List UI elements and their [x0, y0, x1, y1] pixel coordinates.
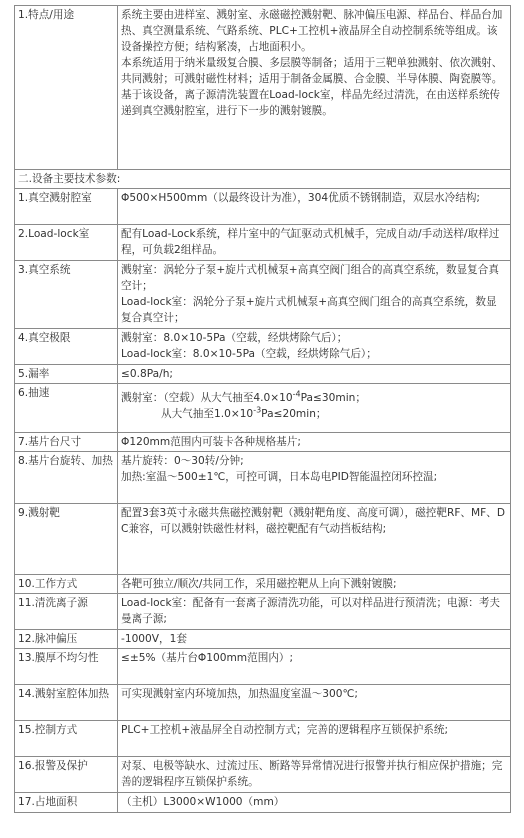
row-content: 各靶可独立/顺次/共同工作，采用磁控靶从上向下溅射镀膜; [118, 575, 511, 594]
row-content: ≤±5%（基片台Φ100mm范围内）; [118, 649, 511, 685]
row-label: 6.抽速 [15, 384, 118, 433]
row-content: 对泵、电极等缺水、过流过压、断路等异常情况进行报警并执行相应保护措施；完善的逻辑程序互锁保护系统。 [118, 757, 511, 793]
row-label: 16.报警及保护 [15, 757, 118, 793]
row-label: 12.脉冲偏压 [15, 630, 118, 649]
paragraph: 基于该设备，离子源清洗装置在Load-lock室，样品先经过清洗，在由送样系统传递到真空溅射腔室，进行下一步的溅射镀膜。 [121, 89, 501, 117]
table-row [15, 261, 511, 329]
row-label: 3.真空系统 [15, 261, 118, 329]
row-content: ≤0.8Pa/h; [118, 365, 511, 384]
row-content: Load-lock室：配备有一套离子源清洗功能，可以对样品进行预清洗；电源：考夫曼离子源; [118, 594, 511, 630]
speed-text: 从大气抽至1.0×10 [161, 408, 254, 420]
content-line: 溅射室：8.0×10-5Pa（空载，经烘烤除气后）； [121, 332, 348, 344]
row-label: 14.溅射室腔体加热 [15, 685, 118, 721]
speed-text: Pa≤20min； [261, 408, 327, 420]
table-row [15, 433, 511, 452]
content-line: 溅射室：涡轮分子泵+旋片式机械泵+高真空阀门组合的高真空系统，数显复合真空计； [121, 264, 499, 292]
row-content [118, 329, 511, 365]
row-content [118, 452, 511, 504]
speed-text: 溅射室：（空载）从大气抽至4.0×10 [121, 392, 293, 404]
row-content [118, 6, 511, 170]
content-line [121, 390, 507, 406]
table-row [15, 329, 511, 365]
content-line: Load-lock室：8.0×10-5Pa（空载，经烘烤除气后）； [121, 348, 377, 360]
row-content: Φ500×H500mm（以最终设计为准），304优质不锈钢制造，双层水冷结构; [118, 189, 511, 225]
table-row [15, 189, 511, 225]
table-row [15, 649, 511, 685]
paragraph: 系统主要由进样室、溅射室、永磁磁控溅射靶、脉冲偏压电源、样品台、样品台加热、真空测量系统、气路系统、PLC+工控机+液晶屏全自动控制系统等组成。该设备操控方便；结构紧凑，占地面积小。 [121, 9, 503, 53]
table-row [15, 757, 511, 793]
table-row [15, 6, 511, 170]
table-row [15, 504, 511, 575]
table-row [15, 365, 511, 384]
row-label: 11.清洗离子源 [15, 594, 118, 630]
table-row [15, 685, 511, 721]
row-content: -1000V，1套 [118, 630, 511, 649]
table-row [15, 575, 511, 594]
content-line [121, 406, 507, 422]
table-row [15, 721, 511, 757]
content-line: 加热:室温～500±1℃，可控可调，日本岛电PID智能温控闭环控温; [121, 471, 438, 483]
row-content [118, 261, 511, 329]
row-content: 配置3套3英寸永磁共焦磁控溅射靶（溅射靶角度、高度可调），磁控靶RF、MF、DC兼容，可以溅射铁磁性材料，磁控靶配有气动挡板结构; [118, 504, 511, 575]
content-line: Load-lock室：涡轮分子泵+旋片式机械泵+高真空阀门组合的高真空系统，数显复合真空计； [121, 296, 497, 324]
row-label: 5.漏率 [15, 365, 118, 384]
row-content: 配有Load-Lock系统，样片室中的气缸驱动式机械手，完成自动/手动送样/取样过程，可负载2组样品。 [118, 225, 511, 261]
paragraph: 本系统适用于纳米量级复合膜、多层膜等制备；适用于三靶单独溅射、依次溅射、共同溅射；可溅射磁性材料；适用于制备金属膜、合金膜、半导体膜、陶瓷膜等。 [121, 57, 503, 85]
table-row [15, 452, 511, 504]
row-label: 2.Load-lock室 [15, 225, 118, 261]
row-label: 15.控制方式 [15, 721, 118, 757]
row-content [118, 384, 511, 433]
exponent: -4 [292, 389, 301, 399]
section-heading: 二.设备主要技术参数: [15, 170, 511, 189]
row-label: 8.基片台旋转、加热 [15, 452, 118, 504]
table-row [15, 225, 511, 261]
row-content: （主机）L3000×W1000（mm） [118, 793, 511, 813]
row-label: 10.工作方式 [15, 575, 118, 594]
speed-text: Pa≤30min； [300, 392, 366, 404]
row-content: PLC+工控机+液晶屏全自动控制方式；完善的逻辑程序互锁保护系统; [118, 721, 511, 757]
table-row [15, 384, 511, 433]
row-label: 17.占地面积 [15, 793, 118, 813]
content-line: 基片旋转：0～30转/分钟; [121, 455, 244, 467]
table-row [15, 594, 511, 630]
row-label: 1.特点/用途 [15, 6, 118, 170]
row-label: 9.溅射靶 [15, 504, 118, 575]
exponent: -3 [253, 405, 262, 415]
row-label: 1.真空溅射腔室 [15, 189, 118, 225]
row-label: 4.真空极限 [15, 329, 118, 365]
section-header-row [15, 170, 511, 189]
table-row [15, 630, 511, 649]
row-content: 可实现溅射室内环境加热，加热温度室温～300℃; [118, 685, 511, 721]
table-row [15, 793, 511, 813]
row-label: 13.膜厚不均匀性 [15, 649, 118, 685]
spec-table [14, 5, 511, 813]
row-label: 7.基片台尺寸 [15, 433, 118, 452]
row-content: Φ120mm范围内可装卡各种规格基片; [118, 433, 511, 452]
